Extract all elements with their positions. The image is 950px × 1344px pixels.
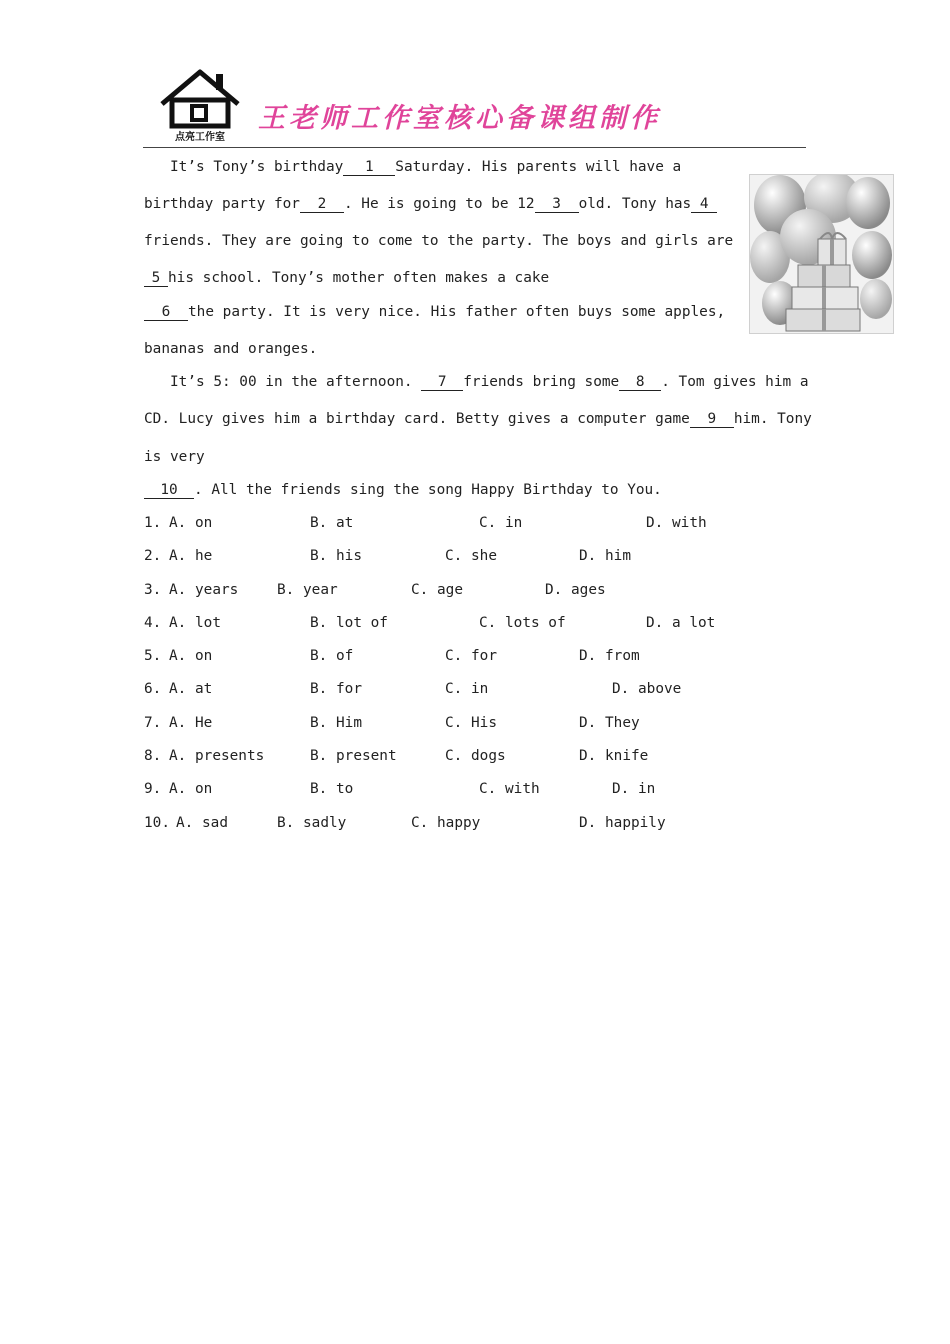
option-a[interactable]: A. years xyxy=(169,582,239,598)
question-number: 9. xyxy=(144,781,162,797)
option-a[interactable]: A. lot xyxy=(169,615,221,631)
option-a[interactable]: A. on xyxy=(169,515,213,531)
question-number: 6. xyxy=(144,681,162,697)
option-a[interactable]: A. on xyxy=(169,648,213,664)
blank-6[interactable]: 6 xyxy=(144,304,188,321)
option-b[interactable]: B. lot of xyxy=(310,615,388,631)
passage-line: CD. Lucy gives him a birthday card. Betty gives a computer game 9 him. Tony xyxy=(144,411,812,427)
passage-line: It’s Tony’s birthday 1 Saturday. His parents will have a xyxy=(170,159,682,175)
option-a[interactable]: A. he xyxy=(169,548,213,564)
passage-line: friends. They are going to come to the party. The boys and girls are xyxy=(144,233,734,249)
balloons-gifts-image xyxy=(749,174,894,334)
blank-3[interactable]: 3 xyxy=(535,196,579,213)
option-c[interactable]: C. for xyxy=(445,648,497,664)
header-divider xyxy=(143,147,806,148)
header-banner: 王老师工作室核心备课组制作 xyxy=(258,103,661,134)
option-c[interactable]: C. she xyxy=(445,548,497,564)
option-b[interactable]: B. present xyxy=(310,748,397,764)
option-c[interactable]: C. with xyxy=(479,781,540,797)
passage-line: 5 his school. Tony’s mother often makes a cake xyxy=(144,269,549,287)
option-a[interactable]: A. at xyxy=(169,681,213,697)
option-c[interactable]: C. dogs xyxy=(445,748,506,764)
option-a[interactable]: A. presents xyxy=(169,748,265,764)
question-number: 4. xyxy=(144,615,162,631)
option-c[interactable]: C. happy xyxy=(411,815,481,831)
option-d[interactable]: D. him xyxy=(579,548,631,564)
option-a[interactable]: A. on xyxy=(169,781,213,797)
blank-5[interactable]: 5 xyxy=(144,270,168,287)
logo-caption: 点亮工作室 xyxy=(175,132,225,143)
option-d[interactable]: D. in xyxy=(612,781,656,797)
blank-8[interactable]: 8 xyxy=(619,374,661,391)
passage-line: birthday party for 2 . He is going to be 12 3 old. Tony has 4 xyxy=(144,195,717,213)
option-d[interactable]: D. a lot xyxy=(646,615,716,631)
page-header xyxy=(0,0,950,150)
passage-line: 6 the party. It is very nice. His father often buys some apples, xyxy=(144,303,725,321)
option-d[interactable]: D. knife xyxy=(579,748,649,764)
question-number: 2. xyxy=(144,548,162,564)
option-d[interactable]: D. ages xyxy=(545,582,606,598)
blank-7[interactable]: 7 xyxy=(421,374,463,391)
question-number: 5. xyxy=(144,648,162,664)
option-b[interactable]: B. year xyxy=(277,582,338,598)
blank-10[interactable]: 10 xyxy=(144,482,194,499)
option-d[interactable]: D. with xyxy=(646,515,707,531)
option-b[interactable]: B. his xyxy=(310,548,362,564)
option-d[interactable]: D. They xyxy=(579,715,640,731)
blank-1[interactable]: 1 xyxy=(343,159,395,176)
blank-2[interactable]: 2 xyxy=(300,196,344,213)
question-number: 3. xyxy=(144,582,162,598)
option-c[interactable]: C. in xyxy=(445,681,489,697)
question-number: 10. xyxy=(144,815,170,831)
passage-line: 10 . All the friends sing the song Happy Birthday to You. xyxy=(144,481,662,499)
option-b[interactable]: B. Him xyxy=(310,715,362,731)
blank-4[interactable]: 4 xyxy=(691,196,717,213)
option-c[interactable]: C. in xyxy=(479,515,523,531)
option-b[interactable]: B. at xyxy=(310,515,354,531)
option-a[interactable]: A. sad xyxy=(176,815,228,831)
question-number: 7. xyxy=(144,715,162,731)
blank-9[interactable]: 9 xyxy=(690,411,734,428)
passage-line: is very xyxy=(144,449,205,465)
option-c[interactable]: C. His xyxy=(445,715,497,731)
option-c[interactable]: C. lots of xyxy=(479,615,566,631)
option-a[interactable]: A. He xyxy=(169,715,213,731)
passage-line: It’s 5: 00 in the afternoon. 7 friends bring some 8 . Tom gives him a xyxy=(170,374,809,390)
option-d[interactable]: D. above xyxy=(612,681,682,697)
option-d[interactable]: D. from xyxy=(579,648,640,664)
option-b[interactable]: B. to xyxy=(310,781,354,797)
question-number: 8. xyxy=(144,748,162,764)
question-number: 1. xyxy=(144,515,162,531)
option-d[interactable]: D. happily xyxy=(579,815,666,831)
option-b[interactable]: B. of xyxy=(310,648,354,664)
option-c[interactable]: C. age xyxy=(411,582,463,598)
option-b[interactable]: B. sadly xyxy=(277,815,347,831)
option-b[interactable]: B. for xyxy=(310,681,362,697)
passage-line: bananas and oranges. xyxy=(144,341,318,357)
